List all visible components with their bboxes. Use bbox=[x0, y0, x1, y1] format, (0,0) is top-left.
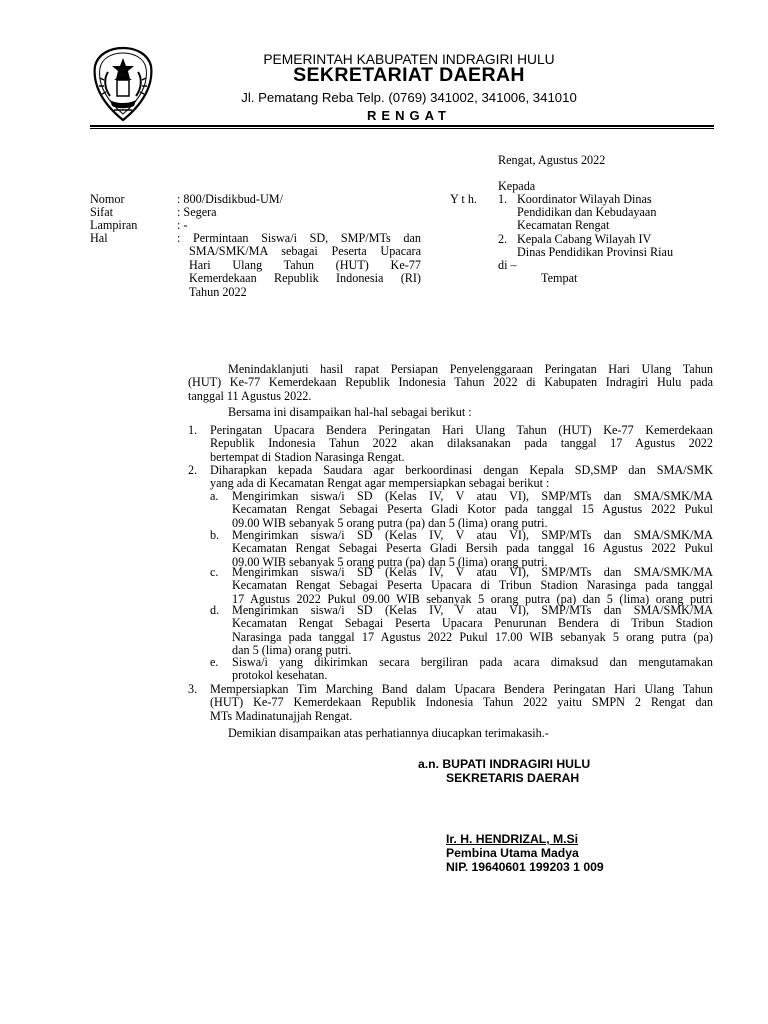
recipient-2-number: 2. bbox=[498, 232, 508, 246]
item-1-number: 1. bbox=[188, 423, 198, 437]
letterhead-government: PEMERINTAH KABUPATEN INDRAGIRI HULU bbox=[263, 52, 555, 67]
signatory-name: Ir. H. HENDRIZAL, M.Si bbox=[446, 832, 579, 846]
sub-c-letter: c. bbox=[210, 565, 219, 579]
recipient-2-line: Kepala Cabang Wilayah IV bbox=[517, 232, 652, 246]
sub-e-text bbox=[232, 656, 713, 683]
sub-c-text bbox=[232, 566, 713, 606]
hal-value bbox=[177, 232, 421, 299]
sub-e-line: protokol kesehatan. bbox=[232, 668, 328, 683]
item-3-number: 3. bbox=[188, 682, 198, 696]
sub-c-line: Kecamatan Rengat Sebagai Peserta Upacara di Tribun Stadion Narasinga pada tanggal bbox=[232, 578, 713, 593]
lampiran-value: : - bbox=[177, 218, 188, 232]
intro-line: Menindaklanjuti hasil rapat Persiapan Penyelenggaraan Peringatan Hari Ulang Tahun bbox=[228, 362, 713, 376]
sub-d-text bbox=[232, 604, 713, 658]
bersama-line: Bersama ini disampaikan hal-hal sebagai berikut : bbox=[228, 405, 472, 419]
sub-a-line: Mengirimkan siswa/i SD (Kelas IV, V atau VI), SMP/MTs dan SMA/SMK/MA bbox=[232, 489, 713, 503]
recipient-1-line: Koordinator Wilayah Dinas bbox=[517, 192, 652, 206]
di-label: di – bbox=[498, 258, 517, 272]
item-1-line: Peringatan Upacara Bendera Peringatan Hari Ulang Tahun (HUT) Ke-77 Kemerdekaan bbox=[210, 423, 713, 437]
yth-label: Y t h. bbox=[450, 192, 477, 206]
sub-d-line: Mengirimkan siswa/i SD (Kelas IV, V atau VI), SMP/MTs dan SMA/SMK/MA bbox=[232, 603, 713, 617]
item-2-line: Diharapkan kepada Saudara agar berkoordinasi dengan Kepala SD,SMP dan SMA/SMK bbox=[210, 463, 713, 477]
item-2-number: 2. bbox=[188, 463, 198, 477]
sub-d-letter: d. bbox=[210, 603, 220, 617]
item-3-line: (HUT) Ke-77 Kemerdekaan Republik Indonesia Tahun 2022 yaitu SMPN 2 Rengat dan bbox=[210, 695, 713, 710]
hal-label: Hal bbox=[90, 231, 108, 245]
sub-c-line: Mengirimkan siswa/i SD (Kelas IV, V atau VI), SMP/MTs dan SMA/SMK/MA bbox=[232, 565, 713, 579]
signatory-nip: NIP. 19640601 199203 1 009 bbox=[446, 860, 604, 874]
sub-b-line: Kecamatan Rengat Sebagai Peserta Gladi Bersih pada tanggal 16 Agustus 2022 Pukul bbox=[232, 541, 713, 556]
signature-title: SEKRETARIS DAERAH bbox=[446, 771, 580, 785]
sub-d-line: dan 5 (lima) orang putri. bbox=[232, 643, 352, 658]
lampiran-label: Lampiran bbox=[90, 218, 138, 232]
item-3-line: MTs Madinatunajjah Rengat. bbox=[210, 708, 353, 723]
item-2-text bbox=[210, 464, 713, 491]
sub-b-letter: b. bbox=[210, 528, 220, 542]
sub-a-line: 09.00 WIB sebanyak 5 orang putra (pa) dan 5 (lima) orang putri. bbox=[232, 515, 548, 530]
letterhead-divider bbox=[90, 125, 714, 127]
nomor-label: Nomor bbox=[90, 192, 125, 206]
sub-b-text bbox=[232, 529, 713, 569]
letter-date: Rengat, Agustus 2022 bbox=[498, 153, 606, 167]
letterhead-office: SEKRETARIAT DAERAH bbox=[293, 64, 525, 86]
sifat-value: : Segera bbox=[177, 205, 217, 219]
sub-a-letter: a. bbox=[210, 489, 219, 503]
sub-e-letter: e. bbox=[210, 655, 219, 669]
recipient-1-line: Kecamatan Rengat bbox=[517, 218, 610, 232]
signature-on-behalf: a.n. BUPATI INDRAGIRI HULU bbox=[418, 757, 591, 771]
recipient-1-number: 1. bbox=[498, 192, 508, 206]
item-3-text bbox=[210, 683, 713, 723]
item-1-line: Republik Indonesia Tahun 2022 akan dilaksanakan pada tanggal 17 Agustus 2022 bbox=[210, 436, 713, 451]
sifat-label: Sifat bbox=[90, 205, 114, 219]
sub-b-line: Mengirimkan siswa/i SD (Kelas IV, V atau VI), SMP/MTs dan SMA/SMK/MA bbox=[232, 528, 713, 542]
sub-c-line: 17 Agustus 2022 Pukul 09.00 WIB sebanyak 5 orang putra (pa) dan 5 (lima) orang putri bbox=[232, 591, 713, 606]
recipient-2-line: Dinas Pendidikan Provinsi Riau bbox=[517, 245, 674, 259]
kepada-label: Kepada bbox=[498, 179, 536, 193]
item-1-line: bertempat di Stadion Narasinga Rengat. bbox=[210, 449, 405, 464]
sub-e-line: Siswa/i yang dikirimkan secara bergiliran pada acara dimaksud dan mengutamakan bbox=[232, 655, 713, 669]
hal-line: : Permintaan Siswa/i SD, SMP/MTs dan bbox=[177, 231, 421, 245]
letterhead-address: Jl. Pematang Reba Telp. (0769) 341002, 341006, 341010 bbox=[241, 90, 577, 105]
recipient-1-line: Pendidikan dan Kebudayaan bbox=[517, 205, 657, 219]
item-3-line: Mempersiapkan Tim Marching Band dalam Upacara Bendera Peringatan Hari Ulang Tahun bbox=[210, 682, 713, 696]
intro-line: tanggal 11 Agustus 2022. bbox=[188, 388, 312, 403]
letterhead-city: RENGAT bbox=[367, 108, 451, 123]
letterhead-divider-thin bbox=[90, 128, 714, 129]
intro-paragraph bbox=[188, 363, 713, 403]
hal-line: Hari Ulang Tahun (HUT) Ke-77 bbox=[189, 257, 421, 272]
hal-line: Tahun 2022 bbox=[189, 284, 247, 299]
sub-d-line: Kecamatan Rengat Sebagai Peserta Upacara Penurunan Bendera di Tribun Stadion bbox=[232, 616, 713, 631]
hal-line: SMA/SMK/MA sebagai Peserta Upacara bbox=[189, 244, 421, 259]
regency-coat-of-arms-icon bbox=[90, 44, 156, 124]
item-1-text bbox=[210, 424, 713, 464]
sub-a-text bbox=[232, 490, 713, 530]
intro-line: (HUT) Ke-77 Kemerdekaan Republik Indonesia Tahun 2022 di Kabupaten Indragiri Hulu pada bbox=[188, 375, 713, 390]
item-2-line: yang ada di Kecamatan Rengat agar mempersiapkan sebagai berikut : bbox=[210, 476, 550, 491]
nomor-value: : 800/Disdikbud-UM/ bbox=[177, 192, 283, 206]
tempat-label: Tempat bbox=[541, 271, 578, 285]
sub-b-line: 09.00 WIB sebanyak 5 orang putra (pa) dan 5 (lima) orang putri. bbox=[232, 554, 548, 569]
sub-a-line: Kecamatan Rengat Sebagai Peserta Gladi Kotor pada tanggal 15 Agustus 2022 Pukul bbox=[232, 502, 713, 517]
sub-d-line: Narasinga pada tanggal 17 Agustus 2022 Pukul 17.00 WIB sebanyak 5 orang putra (pa) bbox=[232, 629, 713, 644]
closing-line: Demikian disampaikan atas perhatiannya diucapkan terimakasih.- bbox=[228, 726, 549, 740]
signatory-rank: Pembina Utama Madya bbox=[446, 846, 579, 860]
hal-line: Kemerdekaan Republik Indonesia (RI) bbox=[189, 271, 421, 286]
